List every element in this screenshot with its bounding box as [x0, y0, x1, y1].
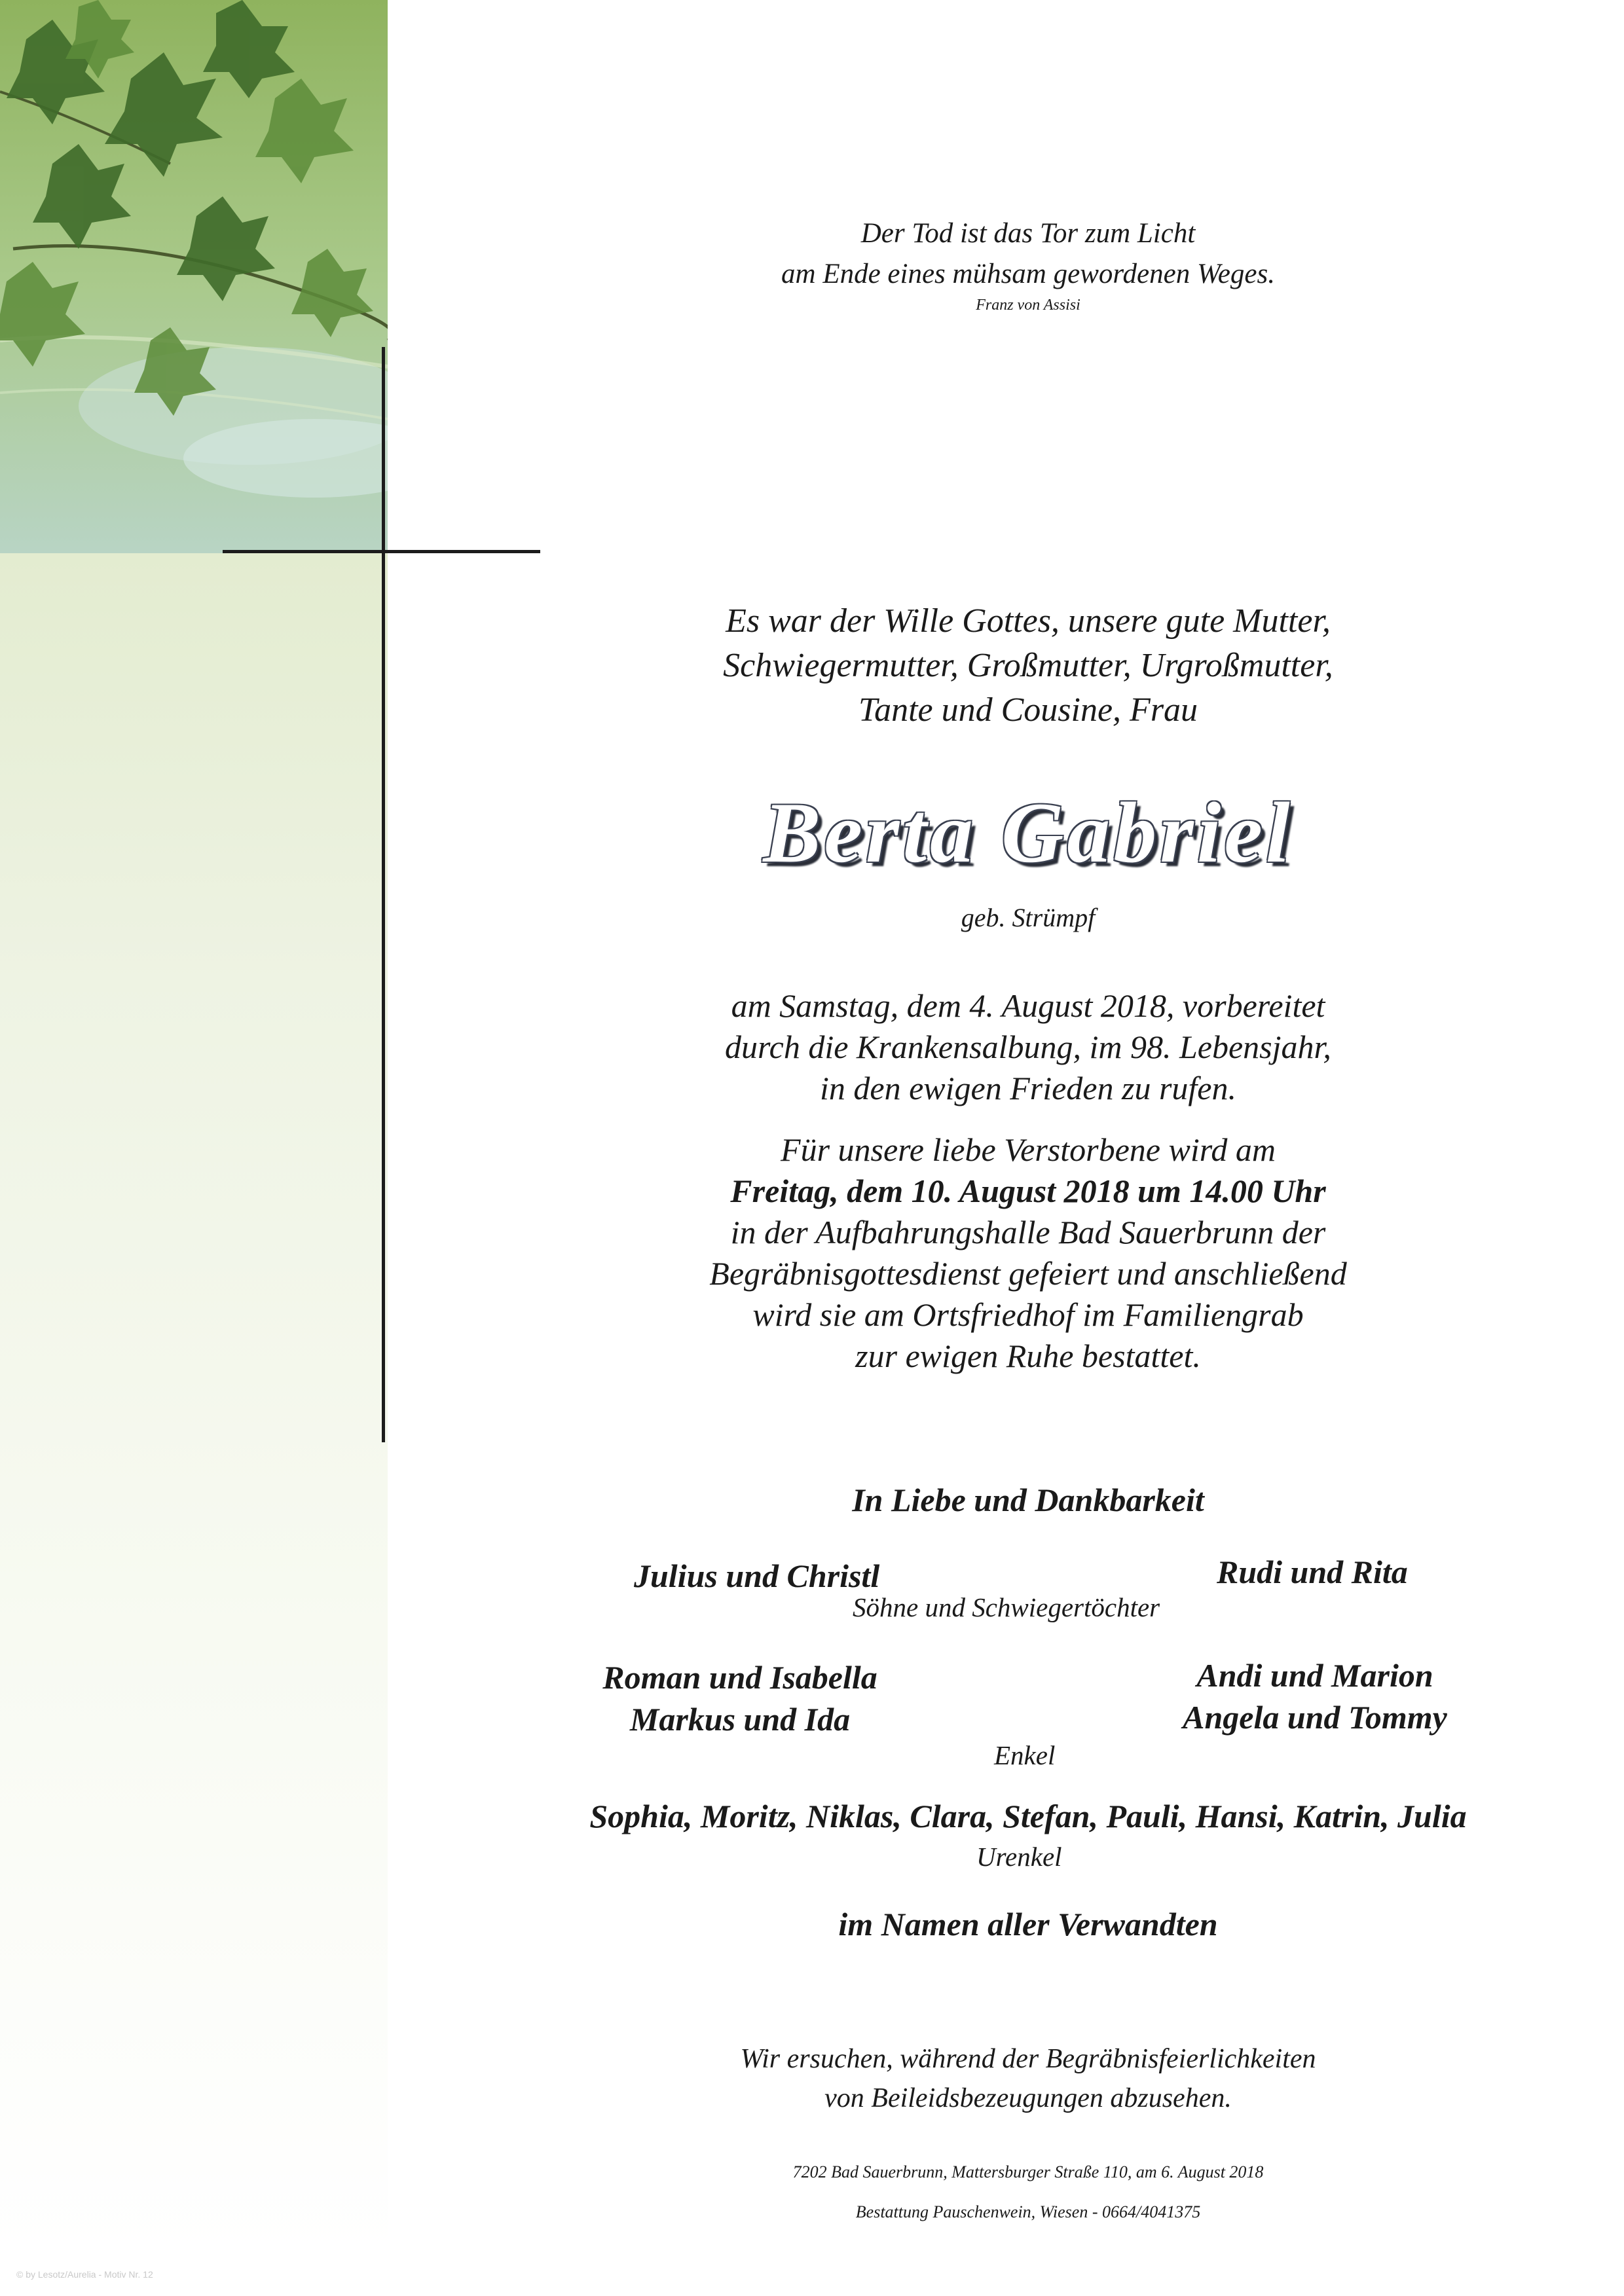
request-line: von Beileidsbezeugungen abzusehen. [824, 2083, 1232, 2113]
funeral-date [524, 1171, 1532, 1212]
condolence-request [524, 2039, 1532, 2118]
grandchildren-left [570, 1656, 910, 1740]
death-text [524, 985, 1532, 1109]
cross-horizontal-bar [223, 550, 540, 553]
death-line: am Samstag, dem 4. August 2018, vorbereitet [731, 987, 1325, 1024]
leaves-water-image [0, 0, 388, 553]
sons-right: Rudi und Rita [1217, 1554, 1408, 1590]
funeral-text [524, 1129, 1532, 1377]
funeral-date-bold: Freitag, dem 10. August 2018 um 14.00 Uhr [730, 1173, 1326, 1209]
death-line: in den ewigen Frieden zu rufen. [820, 1070, 1236, 1106]
great-grandchildren: Sophia, Moritz, Niklas, Clara, Stefan, Pauli, Hansi, Katrin, Julia [589, 1798, 1467, 1834]
intro-line: Tante und Cousine, Frau [858, 691, 1198, 729]
intro-line: Schwiegermutter, Großmutter, Urgroßmutter, [723, 647, 1333, 684]
photo-credit: © by Lesotz/Aurelia - Motiv Nr. 12 [16, 2269, 153, 2280]
funeral-line: Für unsere liebe Verstorbene wird am [781, 1131, 1276, 1168]
funeral-line: wird sie am Ortsfriedhof im Familiengrab [752, 1296, 1304, 1333]
address-date: 7202 Bad Sauerbrunn, Mattersburger Straße 110, am 6. August 2018 [792, 2162, 1264, 2181]
request-line: Wir ersuchen, während der Begräbnisfeierlichkeiten [740, 2044, 1316, 2074]
cross-vertical-bar [382, 347, 385, 1442]
sons-left: Julius und Christl [634, 1558, 880, 1594]
great-grandchildren-caption: Urenkel [976, 1842, 1062, 1872]
relatives-line: im Namen aller Verwandten [838, 1906, 1218, 1942]
nature-photo [0, 0, 388, 553]
grandchild-couple: Andi und Marion [1196, 1657, 1433, 1694]
funeral-line: zur ewigen Ruhe bestattet. [855, 1338, 1201, 1374]
quote-line: Der Tod ist das Tor zum Licht [860, 218, 1196, 249]
funeral-line: Begräbnisgottesdienst gefeiert und anschließend [709, 1255, 1347, 1292]
quote [524, 213, 1532, 295]
funeral-line: in der Aufbahrungshalle Bad Sauerbrunn der [730, 1214, 1326, 1250]
grandchild-couple: Roman und Isabella [602, 1659, 877, 1696]
grandchildren-caption: Enkel [994, 1740, 1056, 1770]
quote-author: Franz von Assisi [976, 297, 1080, 314]
intro-line: Es war der Wille Gottes, unsere gute Mutter, [726, 602, 1331, 640]
sons-caption: Söhne und Schwiegertöchter [853, 1592, 1160, 1622]
death-line: durch die Krankensalbung, im 98. Lebensjahr, [725, 1029, 1331, 1065]
undertaker: Bestattung Pauschenwein, Wiesen - 0664/4041375 [855, 2202, 1201, 2221]
deceased-name: Berta Gabriel [763, 784, 1293, 881]
maiden-name: geb. Strümpf [961, 903, 1096, 932]
mourners-heading: In Liebe und Dankbarkeit [852, 1482, 1204, 1518]
photo-fade [0, 553, 388, 2255]
quote-line: am Ende eines mühsam gewordenen Weges. [781, 259, 1275, 289]
grandchild-couple: Angela und Tommy [1183, 1699, 1447, 1736]
intro-text [524, 599, 1532, 733]
grandchildren-right [1145, 1654, 1485, 1738]
grandchild-couple: Markus und Ida [629, 1701, 851, 1738]
